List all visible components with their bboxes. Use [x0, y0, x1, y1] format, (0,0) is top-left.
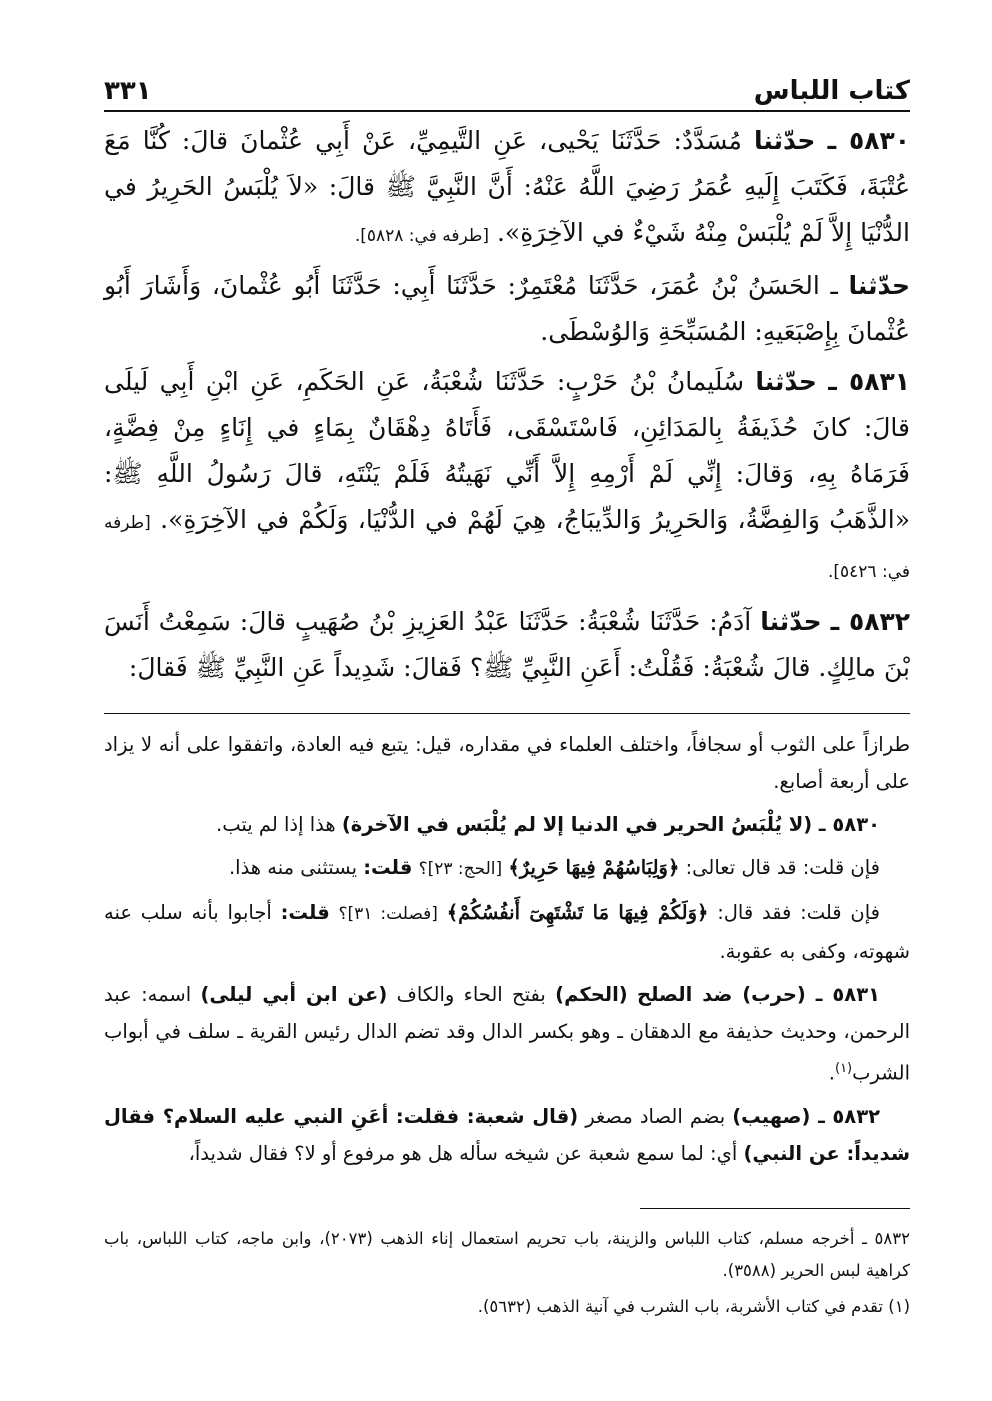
- commentary-text: أي: لما سمع شعبة عن شيخه سأله هل هو مرفوع أو لا؟ فقال شديداً،: [188, 1141, 738, 1165]
- commentary-5830: [104, 806, 910, 843]
- book-page: [104, 62, 910, 1382]
- commentary-divider: [104, 713, 910, 714]
- header-divider: [104, 110, 910, 112]
- hadith-number: ٥٨٣٢ ـ: [830, 607, 910, 636]
- footnote-1: (١) تقدم في كتاب الأشربة، باب الشرب في آنية الذهب (٥٦٣٢).: [477, 1296, 910, 1316]
- answer-text: أجابوا بأنه سلب عنه شهوته، وكفى به عقوبة.: [104, 901, 910, 963]
- commentary-lemma: (عن ابن أبي ليلى): [200, 983, 388, 1006]
- page-number: ٣٣١: [104, 76, 152, 106]
- hadith-5830-b: [104, 263, 910, 355]
- commentary-lemma: ٥٨٣٢ ـ (صهيب): [732, 1104, 881, 1128]
- hadith-lead: حدّثنا: [760, 607, 822, 636]
- commentary-lemma: (قال شعبة: فقلت: أعَنِ النبي عليه السلام؟ فقال شديداً: عن النبي): [104, 1104, 910, 1165]
- hadith-lead: حدّثنا: [754, 126, 816, 155]
- footnote-divider: [640, 1208, 910, 1209]
- commentary-question-2: [104, 894, 910, 970]
- hadith-lead: حدّثنا: [755, 367, 817, 396]
- chapter-title: كتاب اللباس: [753, 76, 910, 106]
- commentary-5831: [104, 976, 910, 1092]
- commentary-section: [104, 726, 910, 1172]
- hadith-number: ٥٨٣١ ـ: [828, 367, 910, 396]
- commentary-5832: [104, 1098, 910, 1172]
- answer-label: قلت:: [280, 901, 330, 924]
- hadith-text: ـ الحَسَنُ بْنُ عُمَرَ، حَدَّثَنَا مُعْتَمِرٌ: حَدَّثَنَا أَبِي: حَدَّثَنَا أَبُو عُثْمانَ، وَأَشَارَ أَبُو عُثْمانَ بِإِصْبَعَيهِ: المُسَبِّحَةِ وَالوُسْطَى.: [104, 271, 910, 346]
- hadith-5831: [104, 359, 910, 595]
- question-prefix: فإن قلت: قد قال تعالى:: [685, 856, 880, 879]
- hadith-text: سُلَيمانُ بْنُ حَرْبٍ: حَدَّثَنَا شُعْبَةُ، عَنِ الحَكَمِ، عَنِ ابْنِ أَبِي لَيلَى قالَ: كانَ حُذَيفَةُ بِالمَدَائِنِ، فَاسْتَسْقَى، فَأَتَاهُ دِهْقَانٌ بِمَاءٍ في إِنَاءٍ مِنْ فِضَّةٍ، فَرَمَاهُ بِهِ، وَقالَ: إِنِّي لَمْ أَرْمِهِ إِلاَّ أَنِّي نَهَيتُهُ فَلَمْ يَنْتَهِ، قالَ رَسُولُ اللَّهِ ﷺ: «الذَّهَبُ وَالفِضَّةُ، وَالحَرِيرُ وَالدِّيبَاجُ، هِيَ لَهُمْ في الدُّنْيَا، وَلَكُمْ في الآخِرَةِ».: [104, 367, 910, 534]
- hadith-5830: [104, 118, 910, 259]
- commentary-text-end: .: [828, 1061, 835, 1085]
- quran-verse: ﴿وَلَكُمْ فِيهَا مَا تَشْتَهِىٓ أَنفُسُكُمْ﴾: [446, 901, 709, 924]
- footnote-source: ٥٨٣٢ ـ أخرجه مسلم، كتاب اللباس والزينة، باب تحريم استعمال إناء الذهب (٢٠٧٣)، وابن ماجه، كتاب اللباس، باب كراهية لبس الحرير (٣٥٨٨).: [104, 1228, 910, 1280]
- commentary-text: بضم الصاد مصغر: [585, 1104, 726, 1128]
- hadith-lead: حدّثنا: [848, 271, 910, 300]
- hadith-text: آدَمُ: حَدَّثَنَا شُعْبَةُ: حَدَّثَنَا عَبْدُ العَزِيزِ بْنُ صُهَيبٍ قالَ: سَمِعْتُ أَنَسَ بْنَ مالِكٍ. قالَ شُعْبَةُ: فَقُلْتُ: أَعَنِ النَّبِيِّ ﷺ؟ فَقالَ: شَدِيداً عَنِ النَّبِيِّ ﷺ فَقالَ:: [104, 607, 910, 682]
- footnote-marker[interactable]: (١): [834, 1061, 853, 1076]
- commentary-intro: طرازاً على الثوب أو سجافاً، واختلف العلماء في مقداره، قيل: يتبع فيه العادة، واتفقوا على أنه لا يزاد على أربعة أصابع.: [104, 733, 910, 793]
- verse-ref: [الحج: ٢٣]؟: [418, 859, 503, 879]
- commentary-text: اسمه: عبد الرحمن، وحديث حذيفة مع الدهقان ـ وهو بكسر الدال وقد تضم الدال رئيس القرية ـ سلف في أبواب الشرب: [104, 983, 910, 1085]
- answer-label: قلت:: [363, 856, 413, 879]
- commentary-text: هذا إذا لم يتب.: [216, 813, 336, 836]
- question-prefix: فإن قلت: فقد قال:: [717, 901, 880, 924]
- commentary-question-1: [104, 849, 910, 888]
- footnotes-section: [104, 1223, 910, 1323]
- commentary-lemma: ٥٨٣١ ـ (حرب) ضد الصلح: [637, 983, 880, 1006]
- hadith-section: [104, 118, 910, 691]
- hadith-number: ٥٨٣٠ ـ: [827, 126, 910, 155]
- commentary-lemma: (الحكم): [555, 983, 628, 1006]
- commentary-text: بفتح الحاء والكاف: [396, 983, 546, 1006]
- hadith-cross-ref: [طرفه في: ٥٨٢٨].: [354, 226, 490, 246]
- verse-ref: [فصلت: ٣١]؟: [338, 904, 438, 924]
- hadith-5832: [104, 599, 910, 691]
- commentary-lemma: ٥٨٣٠ ـ (لا يُلْبَسُ الحرير في الدنيا إلا لم يُلْبَس في الآخرة): [341, 813, 880, 836]
- quran-verse: ﴿وَلِبَاسُهُمْ فِيهَا حَرِيرٌ﴾: [508, 856, 680, 879]
- answer-text: يستثنى منه هذا.: [228, 856, 357, 879]
- hadith-cross-ref: [طرفه في: ٥٤٢٦].: [104, 513, 910, 582]
- page-header: [104, 62, 910, 106]
- hadith-text: مُسَدَّدٌ: حَدَّثَنَا يَحْيى، عَنِ التَّيمِيِّ، عَنْ أَبِي عُثْمانَ قالَ: كُنَّا مَعَ عُتْبَةَ، فَكَتَبَ إِلَيهِ عُمَرُ رَضِيَ اللَّهُ عَنْهُ: أَنَّ النَّبِيَّ ﷺ قالَ: «لاَ يُلْبَسُ الحَرِيرُ في الدُّنْيَا إِلاَّ لَمْ يُلْبَسْ مِنْهُ شَيْءٌ في الآخِرَةِ».: [104, 126, 910, 247]
